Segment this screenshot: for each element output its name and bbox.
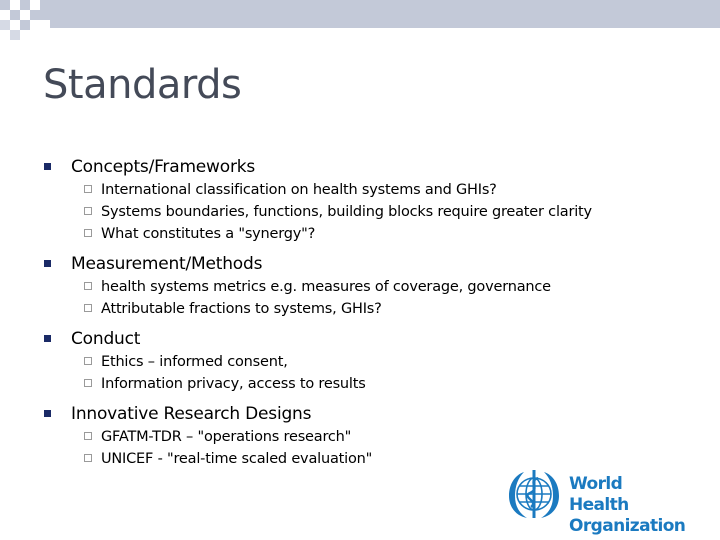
list-item: Systems boundaries, functions, building blocks require greater clarity	[71, 201, 703, 223]
checkbox-bullet-icon	[84, 229, 92, 237]
who-emblem-icon	[505, 466, 563, 522]
logo-line-1: World Health	[569, 474, 629, 515]
list-item: GFATM-TDR – "operations research"	[71, 426, 703, 448]
list-item: UNICEF - "real-time scaled evaluation"	[71, 448, 703, 470]
list-item: Attributable fractions to systems, GHIs?	[71, 298, 703, 320]
checkbox-bullet-icon	[84, 304, 92, 312]
logo-line-2: Organization	[569, 516, 686, 536]
bullet-list	[43, 156, 703, 478]
slide-title: Standards	[43, 62, 242, 108]
sub-list	[71, 276, 703, 320]
section-label: Innovative Research Designs	[71, 404, 312, 424]
checkbox-bullet-icon	[84, 185, 92, 193]
section-research-designs	[43, 403, 703, 470]
list-item: health systems metrics e.g. measures of coverage, governance	[71, 276, 703, 298]
section-label: Conduct	[71, 329, 141, 349]
section-measurement	[43, 253, 703, 320]
section-label: Measurement/Methods	[71, 254, 263, 274]
square-bullet-icon	[44, 335, 51, 342]
checkbox-bullet-icon	[84, 357, 92, 365]
section-label: Concepts/Frameworks	[71, 157, 256, 177]
section-conduct	[43, 328, 703, 395]
who-logo	[505, 466, 686, 536]
header-decoration	[0, 0, 720, 48]
checkbox-bullet-icon	[84, 432, 92, 440]
list-item: What constitutes a "synergy"?	[71, 223, 703, 245]
sub-list	[71, 351, 703, 395]
who-logo-text	[569, 474, 685, 537]
checkbox-bullet-icon	[84, 282, 92, 290]
list-item: International classification on health systems and GHIs?	[71, 179, 703, 201]
list-item: Ethics – informed consent,	[71, 351, 703, 373]
sub-list	[71, 426, 703, 470]
list-item: Information privacy, access to results	[71, 373, 703, 395]
square-bullet-icon	[44, 410, 51, 417]
square-bullet-icon	[44, 260, 51, 267]
checkbox-bullet-icon	[84, 207, 92, 215]
checkbox-bullet-icon	[84, 454, 92, 462]
checkbox-bullet-icon	[84, 379, 92, 387]
section-concepts	[43, 156, 703, 245]
sub-list	[71, 179, 703, 245]
square-bullet-icon	[44, 163, 51, 170]
